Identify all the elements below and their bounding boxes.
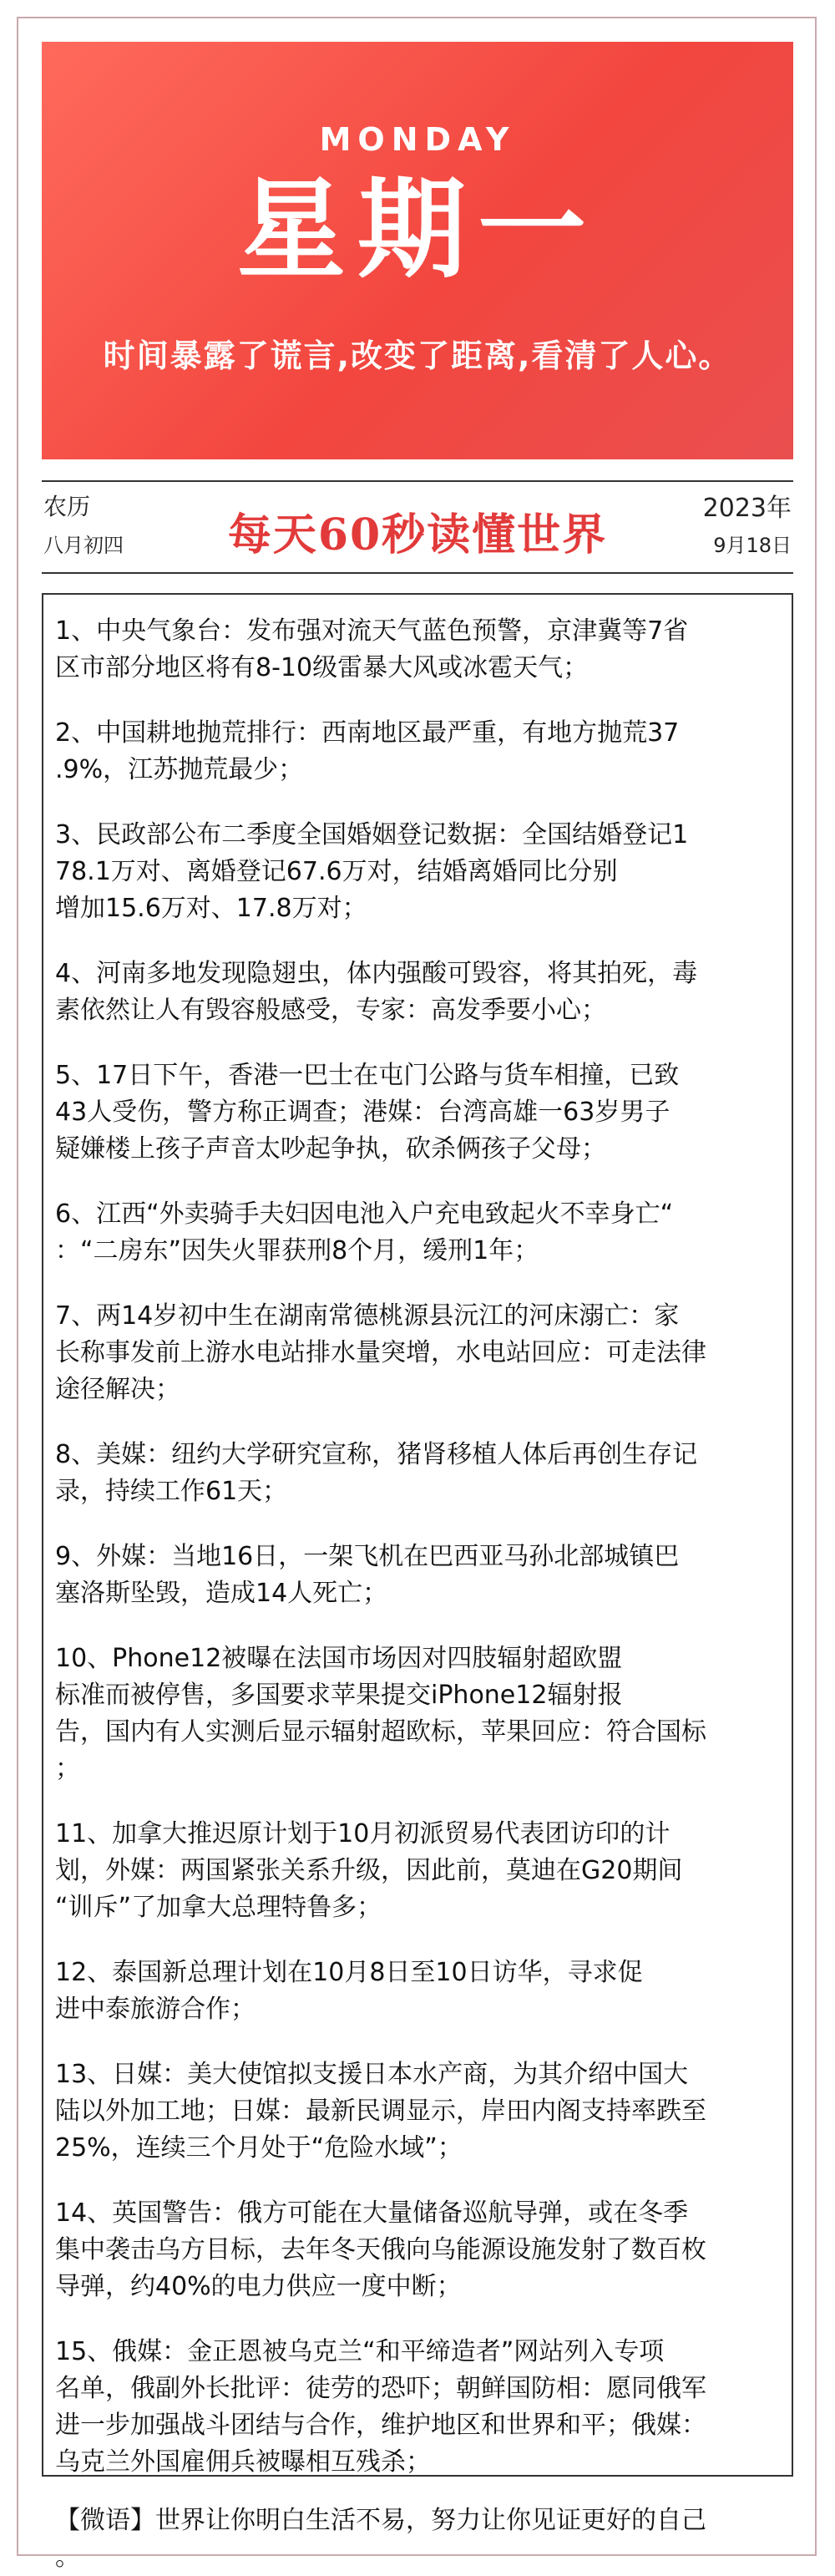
- news-item-6: 6、江西“外卖骑手夫妇因电池入户充电致起火不幸身亡“ ：“二房东”因失火罪获刑8个月，缓刑1年；: [55, 1199, 674, 1265]
- news-item-1: 1、中央气象台：发布强对流天气蓝色预警，京津冀等7省 区市部分地区将有8-10级雷暴大风或冰雹天气；: [55, 616, 689, 682]
- month-day-label: 9月18日: [713, 534, 792, 557]
- lunar-date: 八月初四: [43, 534, 124, 557]
- tagline: 每天60秒读懂世界: [227, 510, 608, 560]
- news-item-10: 10、Phone12被曝在法国市场因对四肢辐射超欧盟 标准而被停售，多国要求苹果提交iPhone12辐射报 告，国内有人实测后显示辐射超欧标，苹果回应：符合国标 ；: [55, 1644, 706, 1783]
- news-item-3: 3、民政部公布二季度全国婚姻登记数据：全国结婚登记1 78.1万对、离婚登记67.6万对，结婚离婚同比分别 增加15.6万对、17.8万对；: [55, 820, 689, 923]
- news-item-9: 9、外媒：当地16日，一架飞机在巴西亚马孙北部城镇巴 塞洛斯坠毁，造成14人死亡；: [55, 1542, 680, 1608]
- news-item-4: 4、河南多地发现隐翅虫，体内强酸可毁容，将其拍死，毒 素依然让人有毁容般感受，专家：高发季要小心；: [55, 959, 698, 1025]
- closing-quote: 【微语】世界让你明白生活不易，努力让你见证更好的自己 。: [55, 2506, 706, 2572]
- news-item-15: 15、俄媒：金正恩被乌克兰“和平缔造者”网站列入专项 名单，俄副外长批评：徒劳的恐吓；朝鲜国防相：愿同俄军 进一步加强战斗团结与合作，维护地区和世界和平；俄媒： 乌克兰外国雇佣兵被曝相互残杀；: [55, 2337, 706, 2477]
- header-divider-bottom: [42, 572, 793, 574]
- weekday-english: MONDAY: [319, 121, 516, 158]
- news-list: [55, 613, 782, 2576]
- news-item-14: 14、英国警告：俄方可能在大量储备巡航导弹，或在冬季 集中袭击乌方目标，去年冬天俄向乌能源设施发射了数百枚 导弹，约40%的电力供应一度中断；: [55, 2198, 706, 2301]
- news-item-12: 12、泰国新总理计划在10月8日至10日访华，寻求促 进中泰旅游合作；: [55, 1958, 643, 2024]
- news-item-11: 11、加拿大推迟原计划于10月初派贸易代表团访印的计 划，外媒：两国紧张关系升级，因此前，莫迪在G20期间 “训斥”了加拿大总理特鲁多；: [55, 1819, 683, 1922]
- banner: [42, 42, 793, 459]
- news-item-2: 2、中国耕地抛荒排行：西南地区最严重，有地方抛荒37 .9%，江苏抛荒最少；: [55, 718, 680, 784]
- lunar-calendar-label: 农历: [43, 493, 91, 520]
- weekday-chinese: 星期一: [236, 166, 598, 293]
- banner-slogan: 时间暴露了谎言,改变了距离,看清了人心。: [103, 337, 732, 374]
- news-content-box: [42, 593, 793, 2572]
- news-item-7: 7、两14岁初中生在湖南常德桃源县沅江的河床溺亡：家 长称事发前上游水电站排水量突增，水电站回应：可走法律 途径解决；: [55, 1301, 706, 1404]
- news-item-13: 13、日媒：美大使馆拟支援日本水产商，为其介绍中国大 陆以外加工地；日媒：最新民调显示，岸田内阁支持率跌至 25%，连续三个月处于“危险水域”；: [55, 2060, 706, 2163]
- news-item-5: 5、17日下午，香港一巴士在屯门公路与货车相撞，已致 43人受伤，警方称正调查；港媒：台湾高雄一63岁男子 疑嫌楼上孩子声音太吵起争执，砍杀俩孩子父母；: [55, 1061, 680, 1164]
- year-label: 2023年: [702, 494, 792, 523]
- header-divider-top: [42, 480, 793, 482]
- news-item-8: 8、美媒：纽约大学研究宣称，猪肾移植人体后再创生存记 录，持续工作61天；: [55, 1440, 698, 1506]
